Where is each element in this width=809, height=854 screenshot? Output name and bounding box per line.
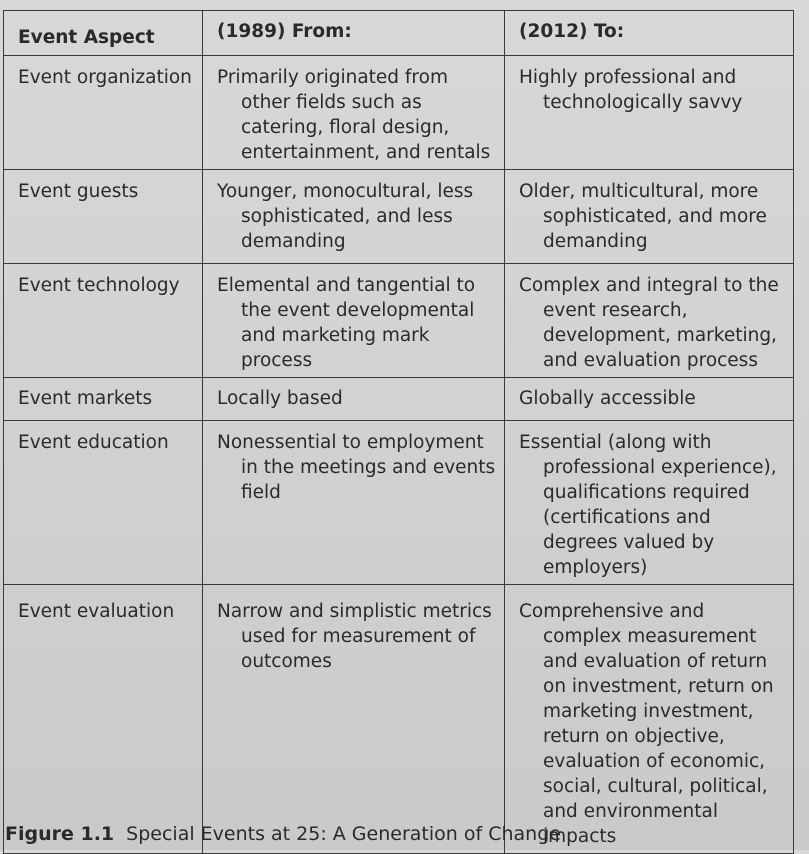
header-from-1989: (1989) From: [203,11,505,56]
to-cell [505,264,794,378]
to-text: Older, multicultural, more sophisticated, and more demanding [519,181,767,252]
aspect-cell: Event organization [4,56,203,170]
from-text: Elemental and tangential to the event developmental and marketing mark process [217,275,476,371]
to-cell [505,170,794,264]
from-text: Primarily originated from other fields such as catering, floral design, entertainment, and rentals [217,67,491,163]
to-text: Essential (along with professional experience), qualifications required (certifications and degrees valued by employers) [519,432,777,578]
to-text: Complex and integral to the event research, development, marketing, and evaluation process [519,275,779,371]
aspect-cell: Event education [4,421,203,585]
to-cell [505,378,794,421]
table-header-row [4,11,794,56]
aspect-cell: Event evaluation [4,585,203,854]
header-event-aspect: Event Aspect [4,11,203,56]
from-cell [203,585,505,854]
aspect-cell: Event technology [4,264,203,378]
to-text: Highly professional and technologically savvy [519,67,743,113]
table-row [4,378,794,421]
from-cell [203,264,505,378]
table-row [4,585,794,854]
header-to-2012: (2012) To: [505,11,794,56]
to-cell [505,585,794,854]
figure-label: Figure 1.1 [5,823,115,845]
table-row [4,264,794,378]
from-text: Narrow and simplistic metrics used for measurement of outcomes [217,601,492,672]
from-text: Nonessential to employment in the meetings and events field [217,432,496,503]
to-text: Globally accessible [519,388,696,409]
from-cell [203,378,505,421]
figure-title: Special Events at 25: A Generation of Change [126,823,561,845]
to-text: Comprehensive and complex measurement and evaluation of return on investment, return on marketing investment, return on objective, evaluation of economic, social, cultural, political, and environmental impacts [519,601,774,847]
to-cell [505,421,794,585]
from-cell [203,170,505,264]
table-row [4,56,794,170]
table-row [4,421,794,585]
comparison-table-container [3,10,793,854]
figure-caption [5,822,561,846]
aspect-cell: Event guests [4,170,203,264]
table-row [4,170,794,264]
aspect-cell: Event markets [4,378,203,421]
from-text: Locally based [217,388,343,409]
from-cell [203,56,505,170]
from-text: Younger, monocultural, less sophisticated, and less demanding [217,181,474,252]
to-cell [505,56,794,170]
comparison-table [3,10,794,854]
from-cell [203,421,505,585]
